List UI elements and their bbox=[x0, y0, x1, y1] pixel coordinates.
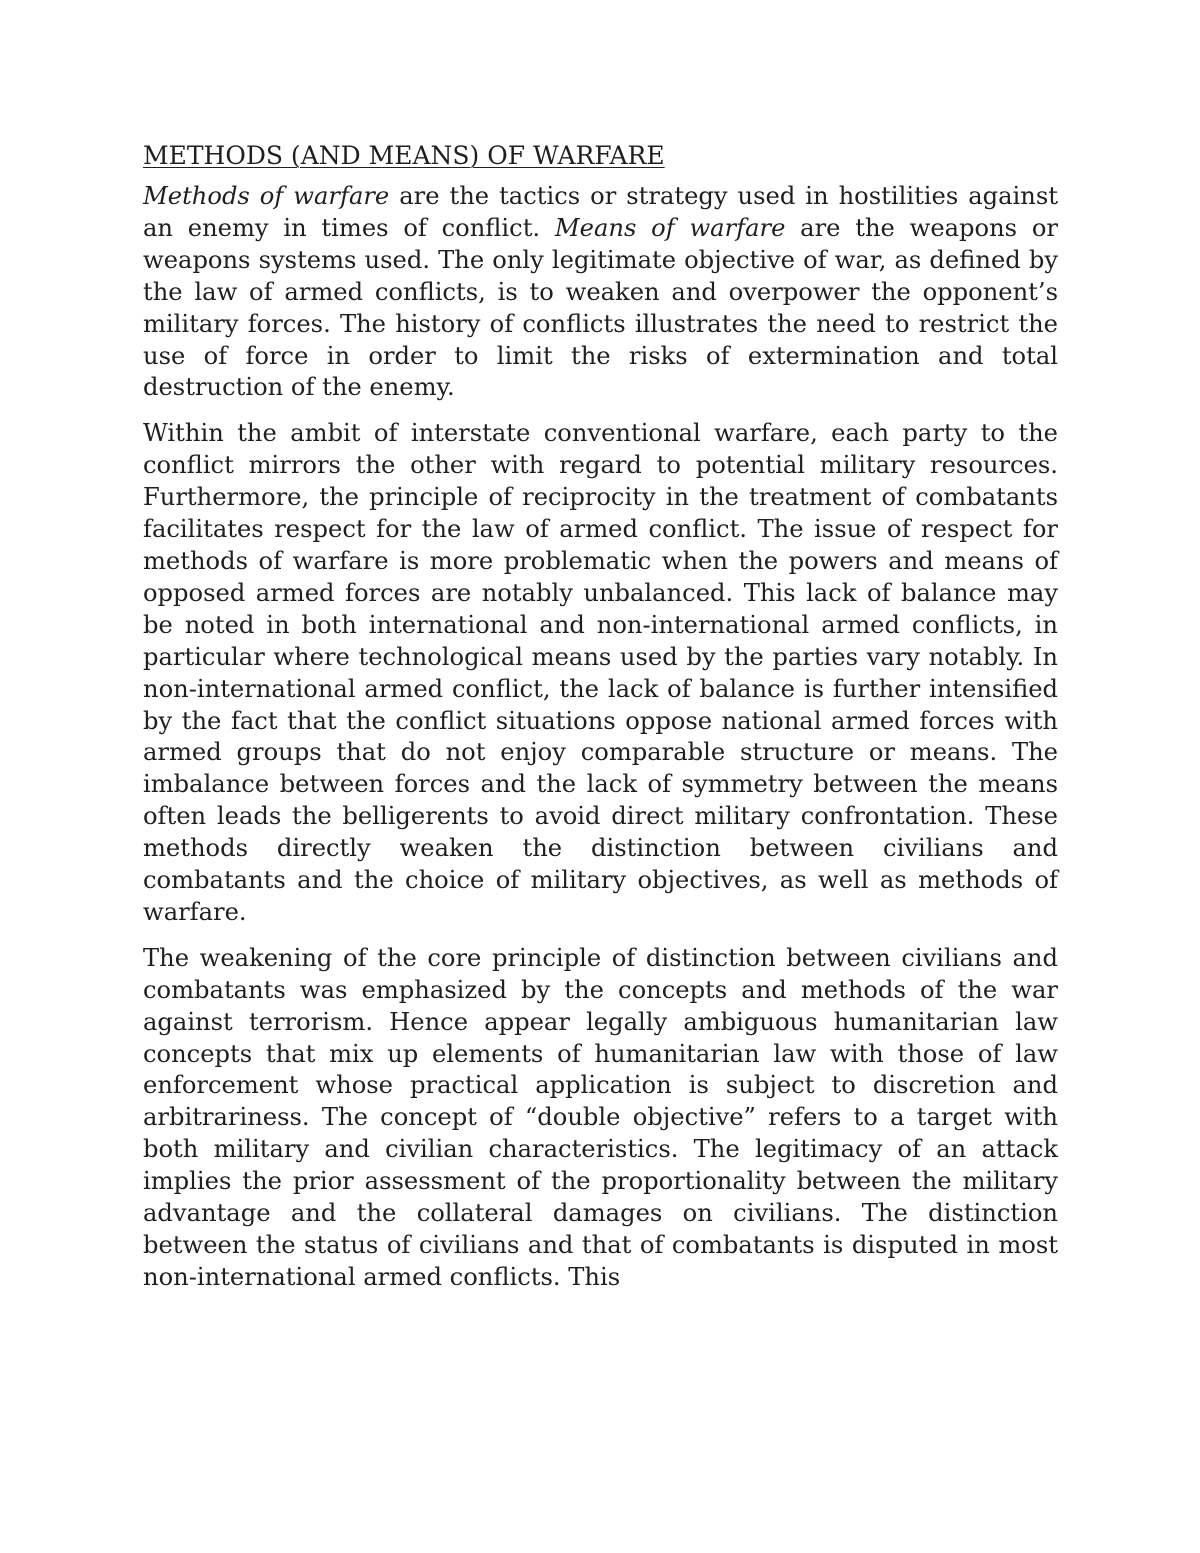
paragraph-definitions bbox=[143, 181, 1058, 404]
document-title: METHODS (AND MEANS) OF WARFARE bbox=[143, 141, 665, 170]
paragraph-text: are the weapons or weapons systems used. The only legitimate objective of war, as defined by the law of armed conflicts, is to weaken and overpower the opponent’s military forces. The history of conflicts illustrates the need to restrict the use of force in order to limit the risks of extermination and total destruction of the enemy. bbox=[143, 213, 1058, 402]
document-page bbox=[143, 138, 1058, 1308]
paragraph-interstate-warfare: Within the ambit of interstate conventional warfare, each party to the conflict mirrors the other with regard to potential military resources. Furthermore, the principle of reciprocity in the treatment of combatants facilitates respect for the law of armed conflict. The issue of respect for methods of warfare is more problematic when the powers and means of opposed armed forces are notably unbalanced. This lack of balance may be noted in both international and non-international armed conflicts, in particular where technological means used by the parties vary notably. In non-international armed conflict, the lack of balance is further intensified by the fact that the conflict situations oppose national armed forces with armed groups that do not enjoy comparable structure or means. The imbalance between forces and the lack of symmetry between the means often leads the belligerents to avoid direct military confrontation. These methods directly weaken the distinction between civilians and combatants and the choice of military objectives, as well as methods of warfare. bbox=[143, 419, 1058, 926]
paragraph-distinction-principle: The weakening of the core principle of distinction between civilians and combatants was emphasized by the concepts and methods of the war against terrorism. Hence appear legally ambiguous humanitarian law concepts that mix up elements of humanitarian law with those of law enforcement whose practical application is subject to discretion and arbitrariness. The concept of “double objective” refers to a target with both military and civilian characteristics. The legitimacy of an attack implies the prior assessment of the proportionality between the military advantage and the collateral damages on civilians. The distinction between the status of civilians and that of combatants is disputed in most non-international armed conflicts. This bbox=[143, 943, 1058, 1291]
term-means-of-warfare: Means of warfare bbox=[554, 213, 786, 242]
paragraph-text: are the tactics or strategy used in hostilities against an enemy in times of conflict. bbox=[143, 182, 1058, 242]
term-methods-of-warfare: Methods of warfare bbox=[143, 182, 390, 210]
